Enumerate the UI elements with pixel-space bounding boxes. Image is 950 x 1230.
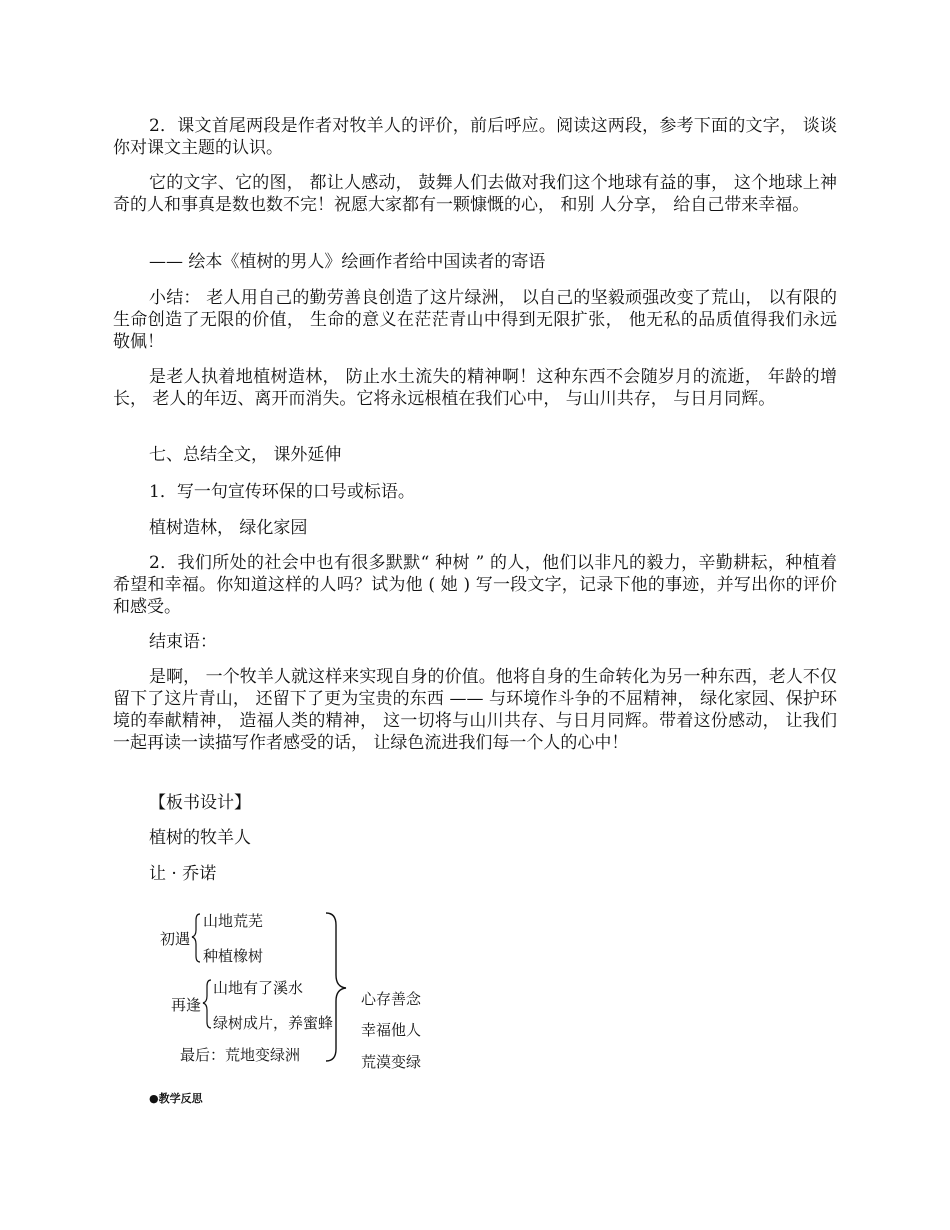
board-zuihou: 最后：荒地变绿洲 [180,1046,301,1064]
board-result-3: 荒漠变绿 [361,1053,422,1071]
board-result-2: 幸福他人 [361,1021,422,1039]
board-result-1: 心存善念 [361,990,422,1008]
board-zaifeng-1: 山地有了溪水 [213,979,304,997]
teaching-reflection: ●教学反思 [149,1092,203,1105]
question-1: 1．写一句宣传环保的口号或标语。 [149,482,415,502]
paragraph-quote: 它的文字、它的图， 都让人感动， 鼓舞人们去做对我们这个地球有益的事， 这个地球上神奇的人和事真是数也数不完！祝愿大家都有一颗慷慨的心， 和别 人分享， 给自己带来幸福。 [113,173,837,215]
answer-1: 植树造林， 绿化家园 [149,518,308,538]
board-chuyu-2: 种植橡树 [203,947,264,965]
quote-attribution: —— 绘本《植树的男人》绘画作者给中国读者的寄语 [149,252,546,272]
closing-label: 结束语： [149,632,217,652]
board-author: 让 · 乔诺 [149,864,217,884]
board-zaifeng: 再逢 [171,996,202,1014]
paragraph-question-2: 2．课文首尾两段是作者对牧羊人的评价，前后呼应。阅读这两段，参考下面的文字， 谈谈你对课文主题的认识。 [113,116,837,158]
paragraph-closing: 是啊， 一个牧羊人就这样来实现自身的价值。他将自身的生命转化为另一种东西，老人不仅留下了这片青山， 还留下了更为宝贵的东西 —— 与环境作斗争的不屈精神， 绿化家园、保护环境的奉献精神， 造福人类的精神， 这一切将与山川共存、与日月同辉。带着这份感动， 让我们一起再读一读描写作者感受的话， 让绿色流进我们每一个人的心中！ [113,667,837,753]
paragraph-spirit: 是老人执着地植树造林， 防止水土流失的精神啊！这种东西不会随岁月的流逝， 年龄的增长， 老人的年迈、离开而消失。它将永远根植在我们心中， 与山川共存， 与日月同辉。 [113,367,837,409]
board-chuyu: 初遇 [160,930,191,948]
section-heading-7: 七、总结全文， 课外延伸 [149,445,342,465]
board-chuyu-1: 山地荒芜 [203,912,264,930]
paragraph-question-2b: 2．我们所处的社会中也有很多默默“ 种树 ” 的人，他们以非凡的毅力，辛勤耕耘，种植着希望和幸福。你知道这样的人吗？试为他 ( 她 ) 写一段文字，记录下他的事迹，并写出你的评价和感受。 [113,553,837,617]
board-title: 植树的牧羊人 [149,828,251,848]
paragraph-summary: 小结： 老人用自己的勤劳善良创造了这片绿洲， 以自己的坚毅顽强改变了荒山， 以有限的生命创造了无限的价值， 生命的意义在茫茫青山中得到无限扩张， 他无私的品质值得我们永远敬佩！ [113,288,837,352]
brace-chuyu [192,914,200,962]
brace-big [326,913,346,1061]
board-zaifeng-2: 绿树成片，养蜜蜂 [213,1014,334,1032]
brace-zaifeng [203,980,211,1028]
board-heading: 【板书设计】 [149,793,251,813]
